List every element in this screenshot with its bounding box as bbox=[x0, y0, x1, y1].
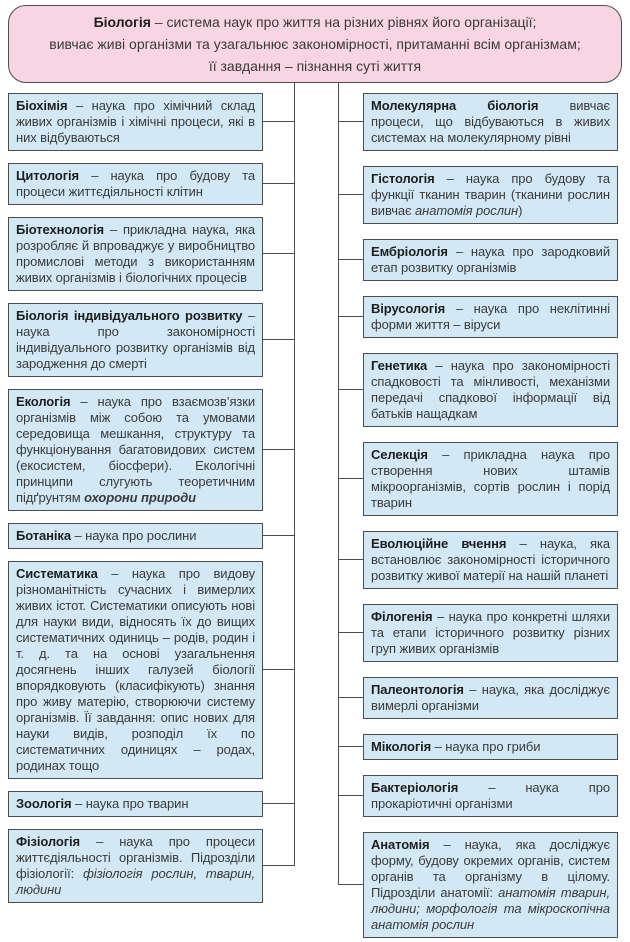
box-cytology bbox=[8, 163, 263, 205]
connector-stub bbox=[262, 669, 294, 670]
text-segment: Біологія bbox=[93, 14, 151, 30]
discipline-term: Біологія індивідуального розвитку bbox=[16, 308, 243, 323]
header-line bbox=[19, 33, 611, 55]
connector-stub bbox=[262, 253, 294, 254]
connector-stub bbox=[262, 449, 294, 450]
discipline-term: Систематика bbox=[16, 566, 98, 581]
box-text bbox=[16, 796, 255, 812]
connector-stub bbox=[262, 865, 294, 866]
text-segment: – наука про хімічний склад живих організмів і хімічні процеси, які в них відбуваються bbox=[16, 98, 255, 145]
box-text bbox=[16, 394, 255, 506]
connector-stub bbox=[262, 183, 294, 184]
box-selection bbox=[363, 442, 618, 516]
connector-stub bbox=[338, 559, 364, 560]
connector-stub bbox=[338, 884, 364, 885]
discipline-term: Палеонтологія bbox=[371, 682, 464, 697]
connector-stub bbox=[338, 697, 364, 698]
text-segment: – наука про конкретні шляхи та етапи історичного розвитку різних груп живих організмів bbox=[371, 609, 610, 656]
box-text bbox=[16, 98, 255, 146]
text-segment: ) bbox=[518, 203, 523, 218]
box-text bbox=[371, 301, 610, 333]
connector-stub bbox=[338, 259, 364, 260]
discipline-term: Селекція bbox=[371, 447, 428, 462]
discipline-term: Гістологія bbox=[371, 171, 435, 186]
text-segment: анатомія тварин, людини; морфологія та мікроскопічна анатомія рослин bbox=[371, 885, 610, 932]
discipline-term: Бактеріологія bbox=[371, 780, 459, 795]
box-mycology bbox=[363, 734, 618, 760]
text-segment: – наука про тварин bbox=[71, 796, 189, 811]
text-segment: охорони природи bbox=[84, 490, 197, 505]
box-virology bbox=[363, 296, 618, 338]
box-text bbox=[16, 222, 255, 286]
connector-stub bbox=[262, 803, 294, 804]
right-column bbox=[363, 93, 618, 938]
discipline-term: Молекулярна біологія bbox=[371, 98, 539, 113]
box-anatomy bbox=[363, 832, 618, 938]
box-botany bbox=[8, 523, 263, 549]
left-column bbox=[8, 93, 263, 903]
box-ecology bbox=[8, 389, 263, 511]
connector-stub bbox=[262, 339, 294, 340]
box-text bbox=[371, 780, 610, 812]
text-segment: – наука про зародковий етап розвитку організмів bbox=[371, 244, 610, 275]
box-text bbox=[16, 528, 255, 544]
box-text bbox=[371, 682, 610, 714]
text-segment: – прикладна наука, яка розробляє й впроваджує у виробництво промислові методи з використанням живих організмів і біологічних процесів bbox=[16, 222, 255, 285]
connector-stub bbox=[262, 535, 294, 536]
text-segment: вивчає живі організми та узагальнює закономірності, притаманні всім організмам; bbox=[49, 36, 581, 52]
connector-stub bbox=[338, 478, 364, 479]
text-segment: фізіологія рослин, тварин, людини bbox=[16, 866, 255, 897]
connector-trunk-left bbox=[294, 83, 295, 866]
text-segment: – система наук про життя на різних рівнях його організації; bbox=[150, 14, 537, 30]
text-segment: – наука про гриби bbox=[431, 739, 541, 754]
box-text bbox=[16, 566, 255, 774]
discipline-term: Біотехнологія bbox=[16, 222, 105, 237]
text-segment: – наука, яка встановлює закономірності історичного розвитку живої матерії на нашій планеті bbox=[371, 536, 611, 583]
header-definition-box bbox=[8, 5, 622, 83]
box-text bbox=[371, 244, 610, 276]
text-segment: – прикладна наука про створення нових штамів мікроорганізмів, сортів рослин і порід тварин bbox=[371, 447, 610, 510]
connector-stub bbox=[338, 316, 364, 317]
box-biotechnology bbox=[8, 217, 263, 291]
discipline-term: Цитологія bbox=[16, 168, 80, 183]
box-systematics bbox=[8, 561, 263, 779]
box-text bbox=[371, 358, 610, 422]
box-text bbox=[371, 739, 610, 755]
discipline-term: Мікологія bbox=[371, 739, 432, 754]
text-segment: – наука про будову та процеси життєдіяльності клітин bbox=[16, 168, 255, 199]
box-physiology bbox=[8, 829, 263, 903]
text-segment: – наука про закономірності індивідуального розвитку організмів від зародження до смерті bbox=[16, 308, 255, 371]
box-molecular-biology bbox=[363, 93, 618, 151]
box-paleontology bbox=[363, 677, 618, 719]
text-segment: її завдання – пізнання суті життя bbox=[208, 58, 422, 74]
discipline-term: Біохімія bbox=[16, 98, 68, 113]
text-segment: – наука про неклітинні форми життя – віруси bbox=[371, 301, 610, 332]
text-segment: – наука про рослини bbox=[70, 528, 197, 543]
connector-stub bbox=[262, 121, 294, 122]
box-evolutionary-theory bbox=[363, 531, 618, 589]
connector-trunk-right bbox=[338, 83, 339, 885]
connector-stub bbox=[338, 194, 364, 195]
box-bacteriology bbox=[363, 775, 618, 817]
box-text bbox=[371, 536, 610, 584]
box-biochemistry bbox=[8, 93, 263, 151]
text-segment: вивчає процеси, що відбуваються в живих системах на молекулярному рівні bbox=[371, 98, 610, 145]
text-segment: – наука, яка досліджує форму, будову окремих органів, систем органів та організму в цілому. Підрозділи анатомії: bbox=[371, 837, 610, 900]
box-histology bbox=[363, 166, 618, 224]
text-segment: – наука про взаємозв’язки організмів між собою та умовами середовища мешкання, структуру та функціонування багатовидових систем (екосистем, біосфери). Екологічні принципи слугують теоретичним підґрунтям bbox=[16, 394, 255, 505]
connector-stub bbox=[338, 632, 364, 633]
box-genetics bbox=[363, 353, 618, 427]
connector-stub bbox=[338, 389, 364, 390]
text-segment: – наука про процеси життєдіяльності організмів. Підрозділи фізіології: bbox=[16, 834, 255, 881]
box-text bbox=[16, 168, 255, 200]
box-embryology bbox=[363, 239, 618, 281]
box-text bbox=[371, 609, 610, 657]
discipline-term: Ботаніка bbox=[16, 528, 71, 543]
box-text bbox=[371, 837, 610, 933]
box-text bbox=[371, 447, 610, 511]
discipline-term: Еволюційне вчення bbox=[371, 536, 507, 551]
discipline-term: Ембріологія bbox=[371, 244, 448, 259]
discipline-term: Екологія bbox=[16, 394, 71, 409]
text-segment: – наука, яка досліджує вимерлі організми bbox=[371, 682, 610, 713]
text-segment: – наука про видову різноманітність сучасних і вимерлих живих істот. Систематики описують нові для науки види, відносять їх до вищих систематичних одиниць – родів, родин і т. д. та на основі узагальнення досягнень інших галузей біології впорядковують (класифікують) знання про живу матерію, створюючи систему організмів. Її завдання: опис нових для науки видів, розподіл їх по систематичних одиницях – родах, родинах тощо bbox=[16, 566, 255, 773]
box-text bbox=[371, 171, 610, 219]
discipline-term: Вірусологія bbox=[371, 301, 446, 316]
header-line bbox=[19, 55, 611, 77]
discipline-term: Фізіологія bbox=[16, 834, 81, 849]
discipline-term: Анатомія bbox=[371, 837, 430, 852]
header-line bbox=[19, 11, 611, 33]
box-developmental-biology bbox=[8, 303, 263, 377]
text-segment: – наука про закономірності спадковості та мінливості, механізми передачі спадкової інформації від батьків нащадкам bbox=[371, 358, 610, 421]
discipline-term: Філогенія bbox=[371, 609, 433, 624]
text-segment: – наука про будову та функції тканин тварин (тканини рослин вивчає bbox=[371, 171, 610, 218]
text-segment: – наука про прокаріотичні організми bbox=[371, 780, 610, 811]
connector-stub bbox=[338, 121, 364, 122]
discipline-term: Зоологія bbox=[16, 796, 72, 811]
box-phylogeny bbox=[363, 604, 618, 662]
box-text bbox=[16, 834, 255, 898]
connector-stub bbox=[338, 795, 364, 796]
connector-stub bbox=[338, 746, 364, 747]
text-segment: анатомія рослин bbox=[415, 203, 519, 218]
box-text bbox=[371, 98, 610, 146]
box-zoology bbox=[8, 791, 263, 817]
discipline-term: Генетика bbox=[371, 358, 428, 373]
box-text bbox=[16, 308, 255, 372]
